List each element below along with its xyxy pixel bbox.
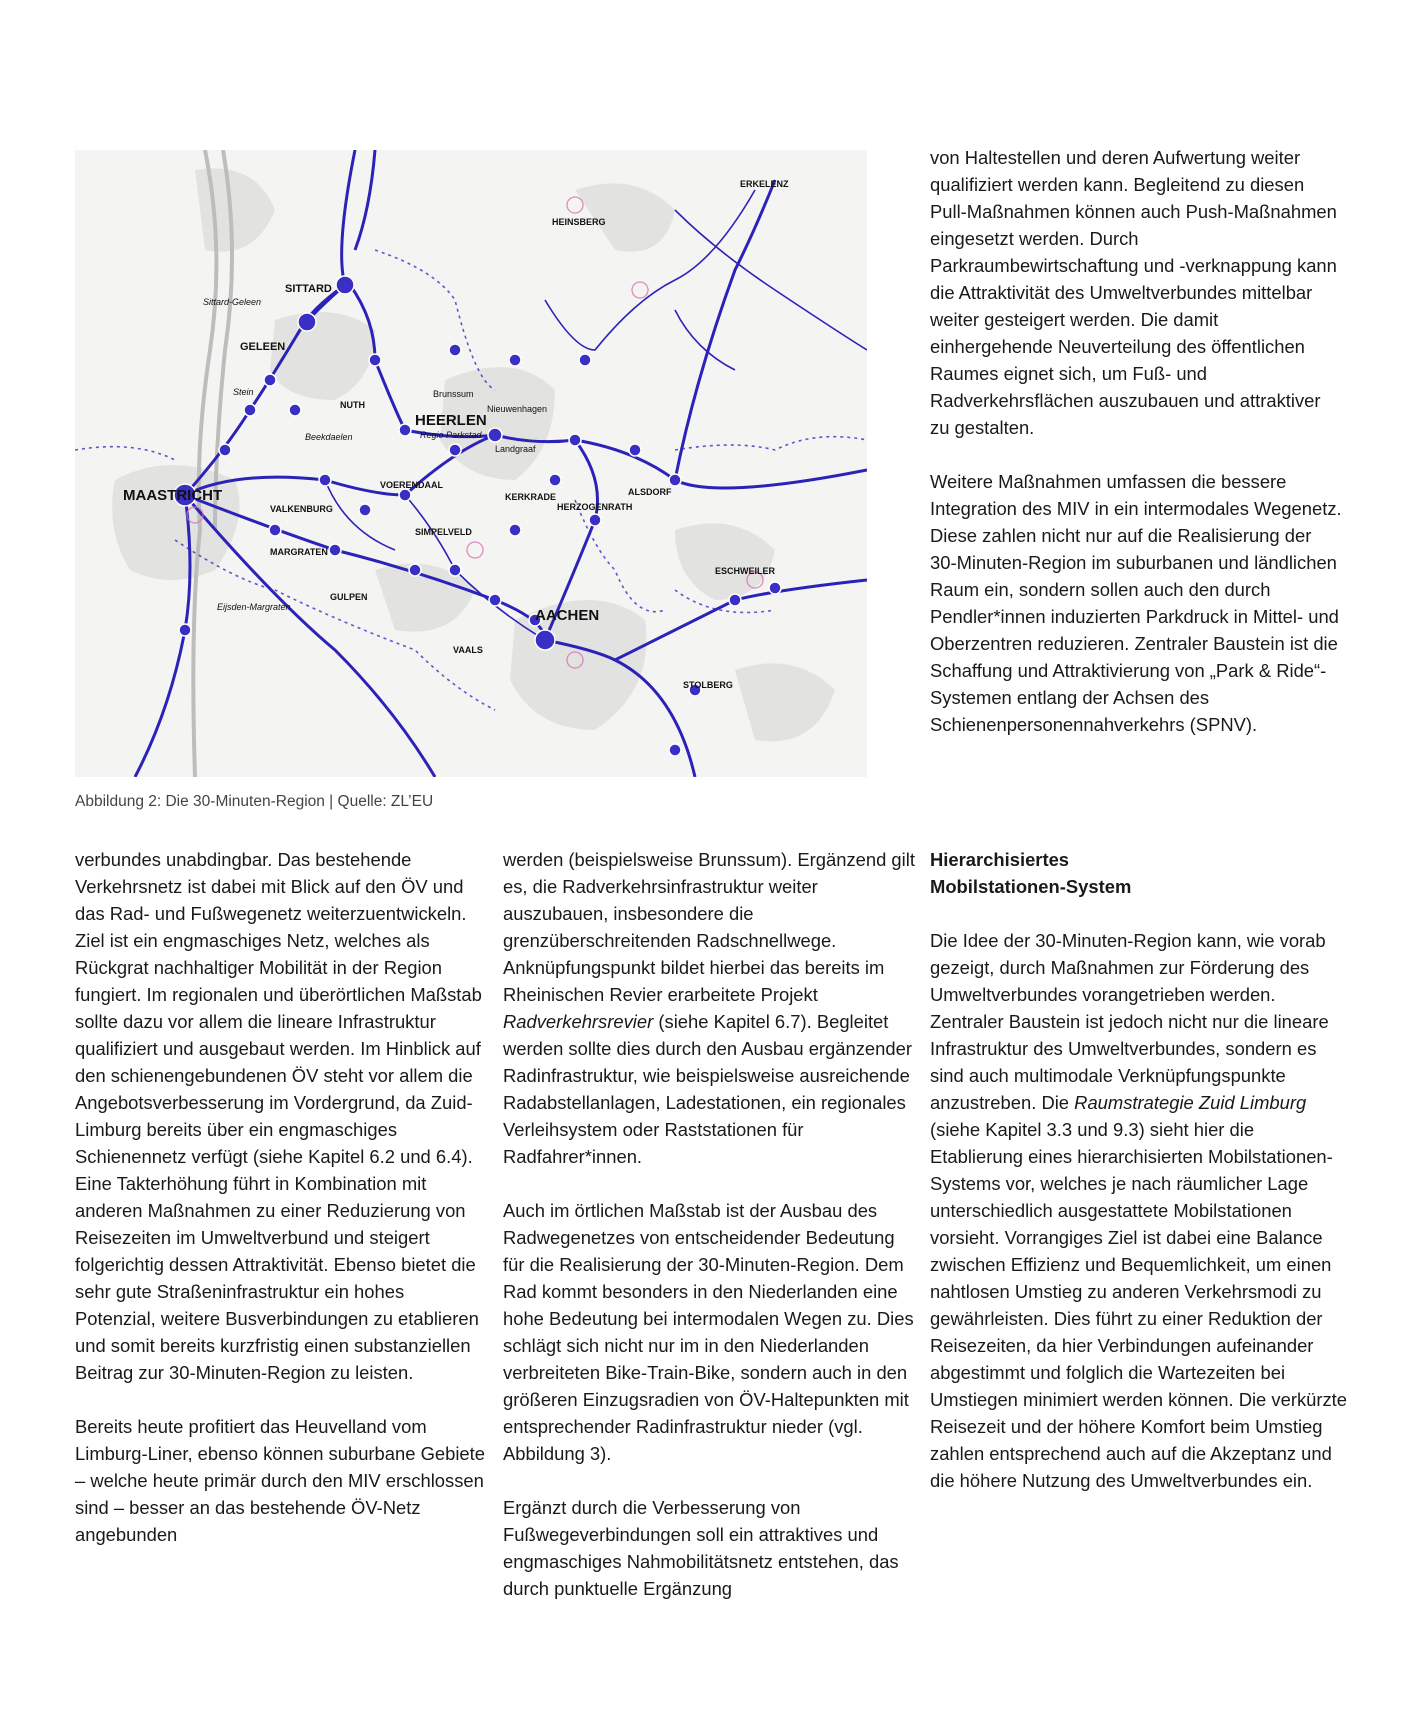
map-label-gulpen: GULPEN xyxy=(330,592,368,602)
col2-paragraph-1 xyxy=(503,846,915,1170)
map-label-erkelenz: ERKELENZ xyxy=(740,179,789,189)
heading-line-1: Hierarchisiertes xyxy=(930,849,1070,870)
map-label-eschweiler: ESCHWEILER xyxy=(715,566,776,576)
col2-p1-text-a: werden (beispielsweise Brunssum). Ergänzend gilt es, die Radverkehrsinfrastruktur weiter auszubauen, insbesondere die grenzüberschreitenden Radschnellwege. Anknüpfungspunkt bildet hierbei das bereits im Rheinischen Revier erarbeitete Projekt xyxy=(503,849,915,1005)
right-top-paragraph-1: von Haltestellen und deren Aufwertung weiter qualifiziert werden kann. Begleitend zu diesen Pull-Maßnahmen können auch Push-Maßnahmen eingesetzt werden. Durch Parkraumbewirtschaftung und -verknappung kann die Attraktivität des Umweltverbundes mittelbar weiter gesteigert werden. Die damit einhergehende Neuverteilung des öffentlichen Raumes eignet sich, um Fuß- und Radverkehrsflächen auszubauen und attraktiver zu gestalten. xyxy=(930,147,1337,438)
col2-paragraph-2: Auch im örtlichen Maßstab ist der Ausbau des Radwegenetzes von entscheidender Bedeutung für die Realisierung der 30-Minuten-Region. Dem Rad kommt besonders in den Niederlanden eine hohe Bedeutung bei intermodalen Wegen zu. Dies schlägt sich nicht nur im in den Niederlanden verbreiteten Bike-Train-Bike, sondern auch in den größeren Einzugsradien von ÖV-Haltepunkten mit entsprechender Radinfrastruktur nieder (vgl. Abbildung 3). xyxy=(503,1200,914,1464)
regional-network-map xyxy=(75,150,867,777)
figure-caption: Abbildung 2: Die 30-Minuten-Region | Quelle: ZL’EU xyxy=(75,793,434,810)
col3-paragraph-1 xyxy=(930,927,1350,1494)
map-label-sittard: SITTARD xyxy=(285,283,332,295)
col3-p1-text-b: (siehe Kapitel 3.3 und 9.3) sieht hier die Etablierung eines hierarchisierten Mobilstationen-Systems vor, welches je nach räumlicher Lage unterschiedlich ausgestattete Mobilstationen vorsieht. Vorrangiges Ziel ist dabei eine Balance zwischen Effizienz und Bequemlichkeit, um einen nahtlosen Umstieg zu anderen Verkehrsmodi zu gewährleisten. Dies führt zu einer Reduktion der Reisezeiten, da hier Verbindungen aufeinander abgestimmt und folglich die Wartezeiten bei Umstiegen minimiert werden können. Die verkürzte Reisezeit und der höhere Komfort beim Umstieg zahlen entsprechend auch auf die Akzeptanz und die höhere Nutzung des Umweltverbundes ein. xyxy=(930,1119,1348,1491)
section-heading xyxy=(930,846,1350,900)
right-top-paragraph-2: Weitere Maßnahmen umfassen die bessere Integration des MIV in ein intermodales Wegenetz. Diese zahlen nicht nur auf die Realisierung der 30-Minuten-Region im suburbanen und ländlichen Raum ein, sondern sollen auch den durch Pendler*innen induzierten Parkdruck in Mittel- und Oberzentren reduzieren. Zentraler Baustein ist die Schaffung und Attraktivierung von „Park & Ride“-Systemen entlang der Achsen des Schienenpersonennahverkehrs (SPNV). xyxy=(930,471,1342,735)
col1-paragraph-1: verbundes unabdingbar. Das bestehende Verkehrsnetz ist dabei mit Blick auf den ÖV und das Rad- und Fußwegenetz weiterzuentwickeln. Ziel ist ein engmaschiges Netz, welches als Rückgrat nachhaltiger Mobilität in der Region fungiert. Im regionalen und überörtlichen Maßstab sollte dazu vor allem die lineare Infrastruktur qualifiziert und ausgebaut werden. Im Hinblick auf den schienengebundenen ÖV steht vor allem die Angebotsverbesserung im Vordergrund, da Zuid-Limburg bereits über ein engmaschiges Schienennetz verfügt (siehe Kapitel 6.2 und 6.4). Eine Takterhöhung führt in Kombination mit anderen Maßnahmen zu einer Reduzierung von Reisezeiten im Umweltverbund und steigert folgerichtig dessen Attraktivität. Ebenso bietet die sehr gute Straßeninfrastruktur ein hohes Potenzial, weitere Busverbindungen zu etablieren und somit bereits kurzfristig einen substanziellen Beitrag zur 30-Minuten-Region zu leisten. xyxy=(75,849,482,1383)
map-label-eijsden-margraten: Eijsden-Margraten xyxy=(217,602,291,612)
map-label-brunssum: Brunssum xyxy=(433,389,474,399)
map-label-geleen: GELEEN xyxy=(240,341,286,353)
heading-line-2: Mobilstationen-System xyxy=(930,876,1132,897)
map-label-nuth: NUTH xyxy=(340,400,365,410)
col3-p1-italic-strategy: Raumstrategie Zuid Limburg xyxy=(1074,1092,1307,1113)
map-label-simpelveld: SIMPELVELD xyxy=(415,527,472,537)
map-svg xyxy=(75,150,867,777)
col2-p1-text-b: (siehe Kapitel 6.7). Begleitet werden sollte dies durch den Ausbau ergänzender Radinfrastruktur, wie beispielsweise ausreichende Radabstellanlagen, Ladestationen, ein regionales Verleihsystem oder Raststationen für Radfahrer*innen. xyxy=(503,1011,912,1167)
text-column-1 xyxy=(75,846,487,1548)
map-label-landgraaf: Landgraaf xyxy=(495,444,536,454)
map-label-heinsberg: HEINSBERG xyxy=(552,217,606,227)
map-label-stein: Stein xyxy=(233,387,254,397)
col3-p1-text-a: Die Idee der 30-Minuten-Region kann, wie vorab gezeigt, durch Maßnahmen zur Förderung des Umweltverbundes vorangetrieben werden. Zentraler Baustein ist jedoch nicht nur die lineare Infrastruktur des Umweltverbundes, sondern es sind auch multimodale Verknüpfungspunkte anzustreben. Die xyxy=(930,930,1329,1113)
map-label-aachen: AACHEN xyxy=(535,607,600,624)
map-label-voerendaal: VOERENDAAL xyxy=(380,480,444,490)
col2-paragraph-3: Ergänzt durch die Verbesserung von Fußwegeverbindungen soll ein attraktives und engmaschiges Nahmobilitätsnetz entstehen, das durch punktuelle Ergänzung xyxy=(503,1497,899,1599)
map-label-alsdorf: ALSDORF xyxy=(628,487,672,497)
col1-paragraph-2: Bereits heute profitiert das Heuvelland vom Limburg-Liner, ebenso können suburbane Gebiete – welche heute primär durch den MIV erschlossen sind – besser an das bestehende ÖV-Netz angebunden xyxy=(75,1416,485,1545)
map-label-valkenburg: VALKENBURG xyxy=(270,504,333,514)
map-label-vaals: VAALS xyxy=(453,645,483,655)
map-label-regio-parkstad: Regio Parkstad xyxy=(420,430,482,440)
map-label-heerlen: HEERLEN xyxy=(415,412,487,429)
map-label-herzogenrath: HERZOGENRATH xyxy=(557,502,633,512)
col2-p1-italic-project: Radverkehrsrevier xyxy=(503,1011,654,1032)
map-label-sittard-geleen: Sittard-Geleen xyxy=(203,297,262,307)
text-column-3 xyxy=(930,846,1350,1494)
map-label-maastricht: MAASTRICHT xyxy=(123,487,223,504)
right-top-text-column xyxy=(930,144,1342,738)
map-label-kerkrade: KERKRADE xyxy=(505,492,557,502)
map-label-stolberg: STOLBERG xyxy=(683,680,733,690)
map-label-beekdaelen: Beekdaelen xyxy=(305,432,353,442)
text-column-2 xyxy=(503,846,915,1602)
map-label-margraten: MARGRATEN xyxy=(270,547,328,557)
map-label-nieuwenhagen: Nieuwenhagen xyxy=(487,404,548,414)
